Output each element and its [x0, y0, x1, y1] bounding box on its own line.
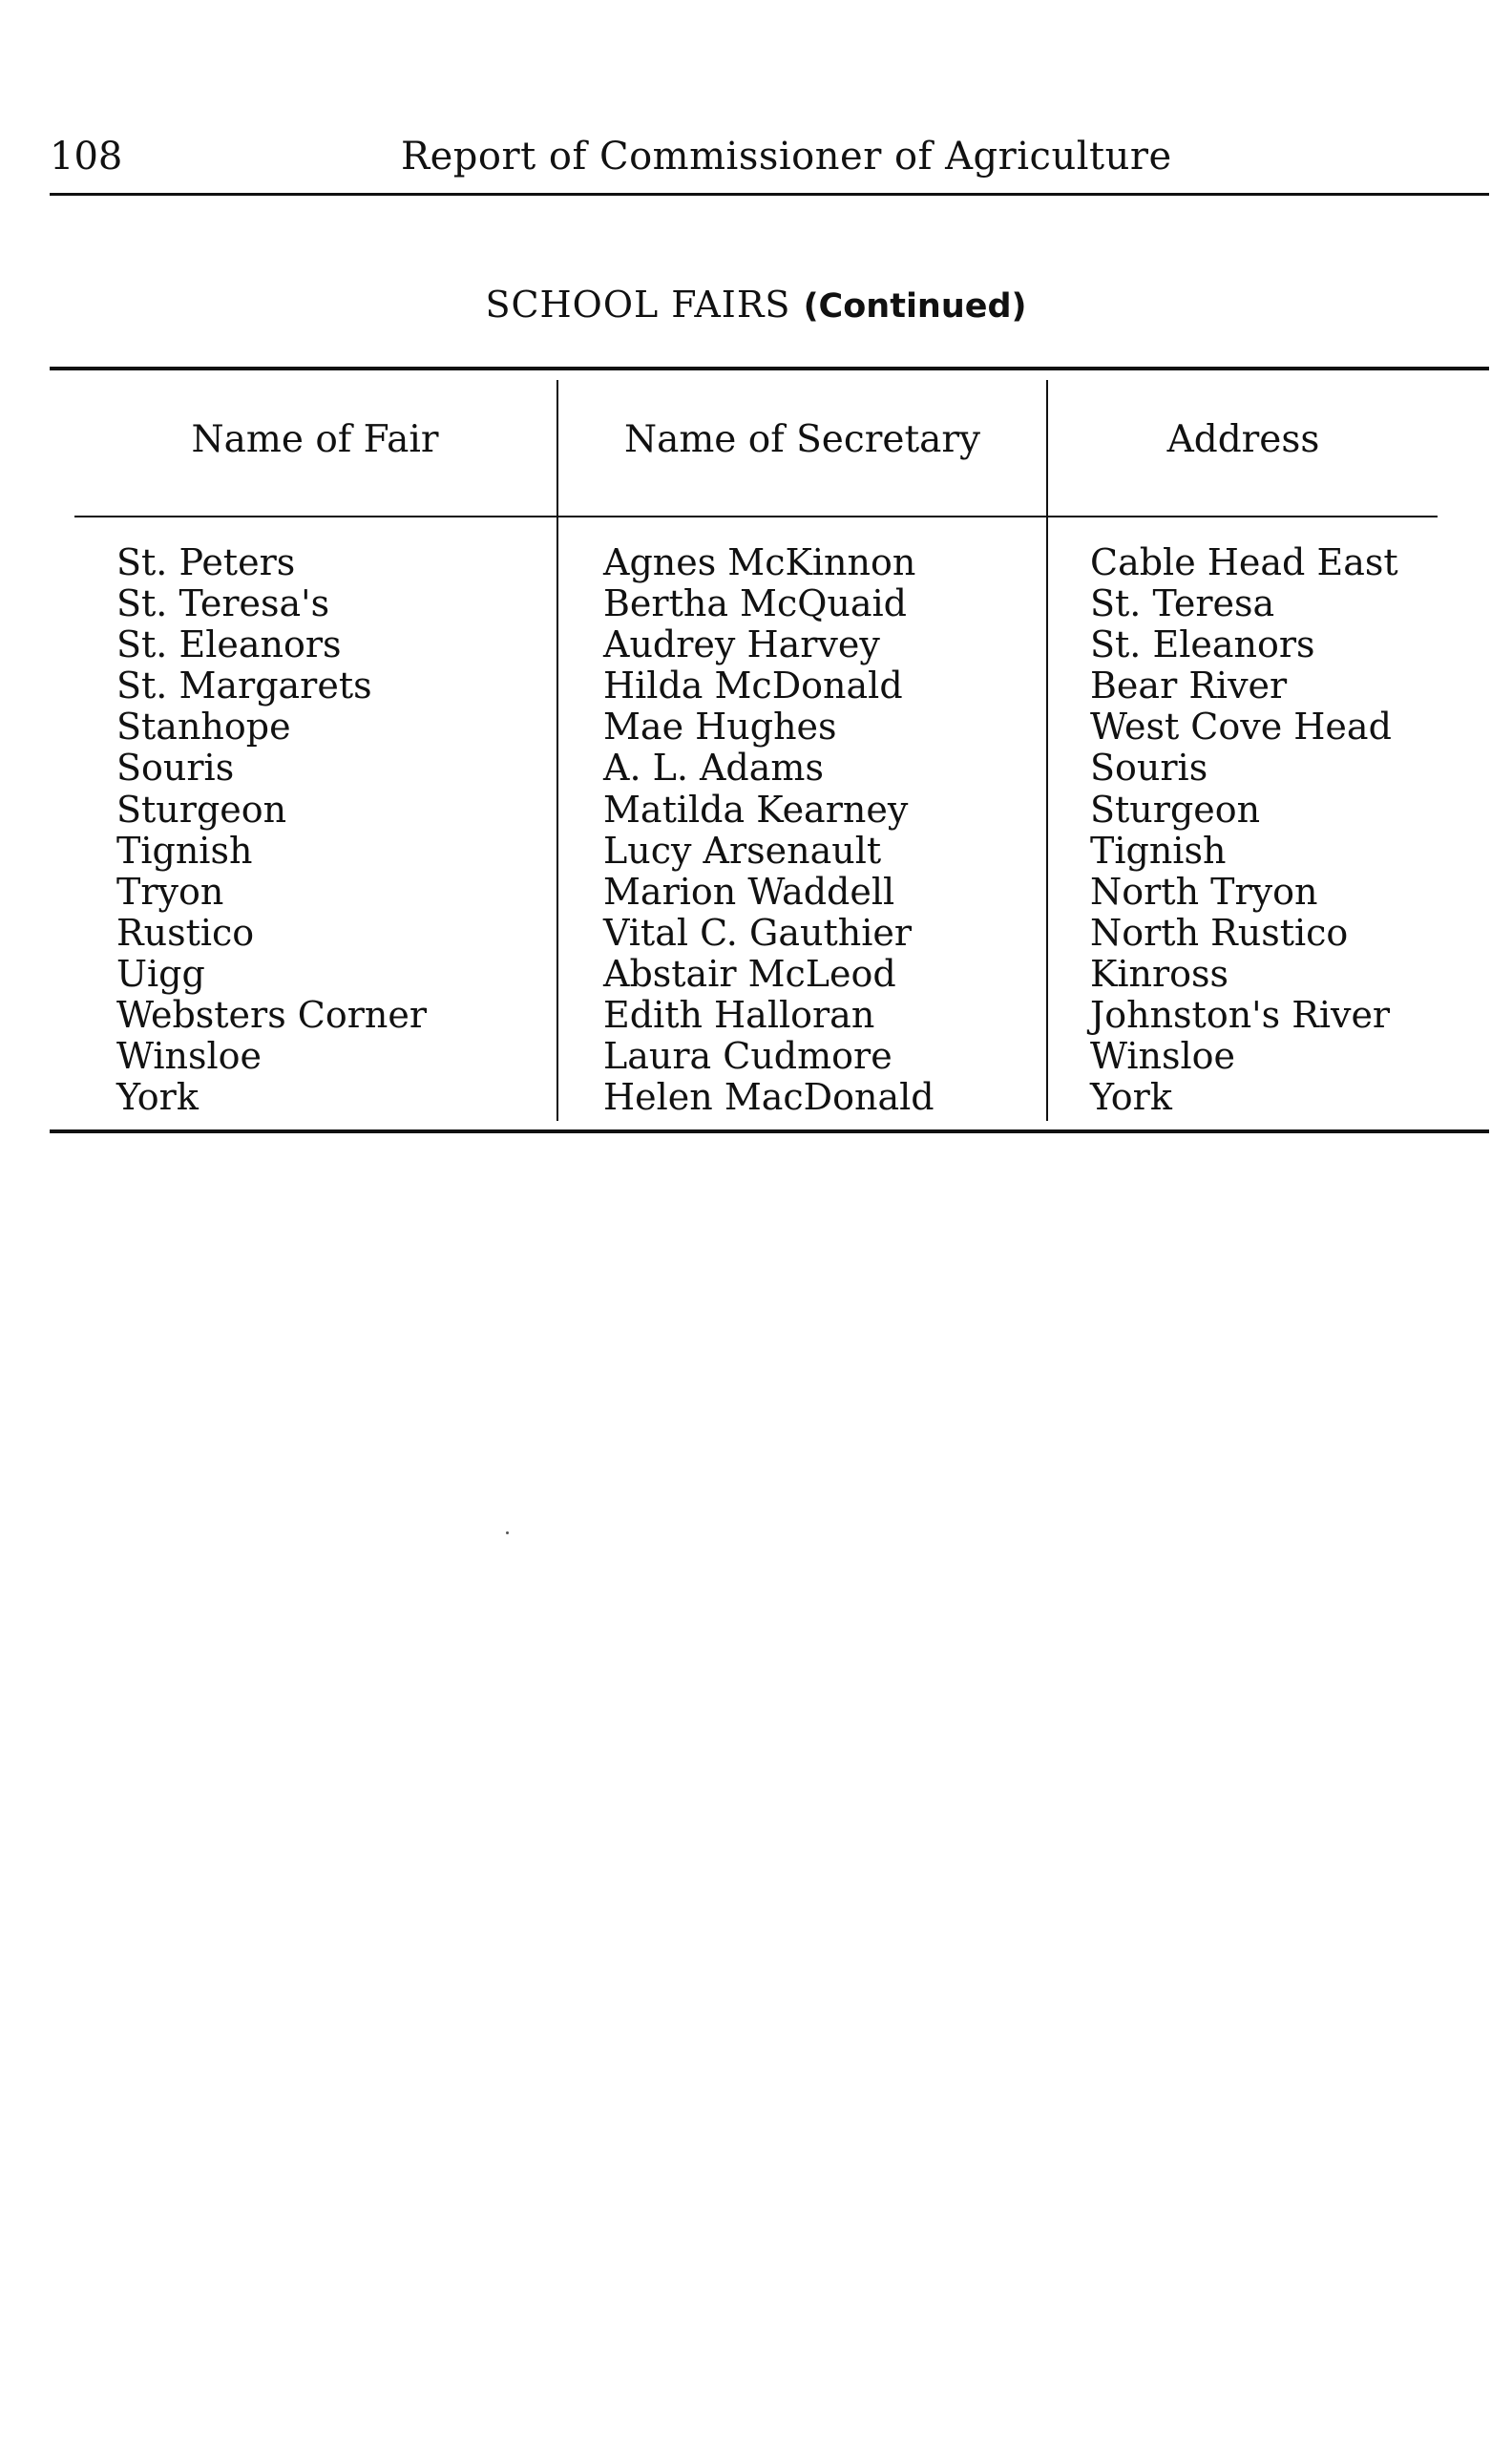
- fair-name: St. Peters: [116, 541, 296, 583]
- address: York: [1090, 1076, 1172, 1119]
- fair-name: Stanhope: [116, 706, 291, 749]
- address: Sturgeon: [1090, 788, 1261, 831]
- secretary-name: Helen MacDonald: [603, 1076, 934, 1119]
- address: Tignish: [1090, 829, 1227, 872]
- addresses-column: [1090, 542, 1398, 1118]
- secretary-name: Laura Cudmore: [603, 1035, 892, 1078]
- secretary-name: Audrey Harvey: [603, 623, 880, 666]
- secretary-name: Vital C. Gauthier: [603, 911, 912, 954]
- fair-name: York: [116, 1076, 199, 1119]
- fair-name: Tryon: [116, 870, 224, 913]
- fair-name: St. Margarets: [116, 665, 372, 707]
- secretary-names-column: [603, 542, 934, 1118]
- column-header-address: Address: [1166, 418, 1320, 461]
- fair-name: Tignish: [116, 829, 253, 872]
- secretary-name: Abstair McLeod: [603, 952, 896, 995]
- secretary-name: Lucy Arsenault: [603, 829, 882, 872]
- address: Cable Head East: [1090, 541, 1398, 583]
- secretary-name: Marion Waddell: [603, 870, 895, 913]
- fair-name: Sturgeon: [116, 788, 287, 831]
- address: North Rustico: [1090, 911, 1349, 954]
- fair-name: Winsloe: [116, 1035, 262, 1078]
- fair-name: St. Eleanors: [116, 623, 342, 666]
- secretary-name: Bertha McQuaid: [603, 582, 908, 625]
- address: Souris: [1090, 747, 1208, 790]
- page-number: 108: [50, 135, 123, 179]
- secretary-name: Matilda Kearney: [603, 788, 909, 831]
- secretary-name: A. L. Adams: [603, 747, 824, 790]
- fair-name: Websters Corner: [116, 994, 428, 1037]
- column-divider-1: [556, 380, 558, 1121]
- address: North Tryon: [1090, 870, 1318, 913]
- header-rule: [50, 193, 1489, 196]
- column-header-fair: Name of Fair: [191, 418, 439, 461]
- address: St. Teresa: [1090, 582, 1275, 625]
- fair-name: St. Teresa's: [116, 582, 330, 625]
- table-bottom-rule: [50, 1129, 1489, 1133]
- column-header-rule: [74, 516, 1438, 517]
- fair-name: Uigg: [116, 952, 205, 995]
- table-title: [0, 283, 1512, 328]
- secretary-name: Agnes McKinnon: [603, 541, 916, 583]
- address: St. Eleanors: [1090, 623, 1315, 666]
- address: Kinross: [1090, 952, 1229, 995]
- fair-name: Souris: [116, 747, 235, 790]
- table-title-suffix: (Continued): [803, 287, 1027, 326]
- secretary-name: Hilda McDonald: [603, 665, 903, 707]
- address: Bear River: [1090, 665, 1288, 707]
- address: Winsloe: [1090, 1035, 1236, 1078]
- running-head: Report of Commissioner of Agriculture: [401, 135, 1172, 179]
- column-divider-2: [1046, 380, 1048, 1121]
- secretary-name: Edith Halloran: [603, 994, 875, 1037]
- secretary-name: Mae Hughes: [603, 706, 837, 749]
- fair-names-column: [116, 542, 427, 1118]
- address: Johnston's River: [1090, 994, 1391, 1037]
- address: West Cove Head: [1090, 706, 1392, 749]
- fair-name: Rustico: [116, 911, 255, 954]
- table-top-rule: [50, 367, 1489, 370]
- table-title-main: SCHOOL FAIRS: [485, 284, 791, 326]
- ink-speck: [506, 1531, 509, 1534]
- column-header-secretary: Name of Secretary: [623, 418, 981, 461]
